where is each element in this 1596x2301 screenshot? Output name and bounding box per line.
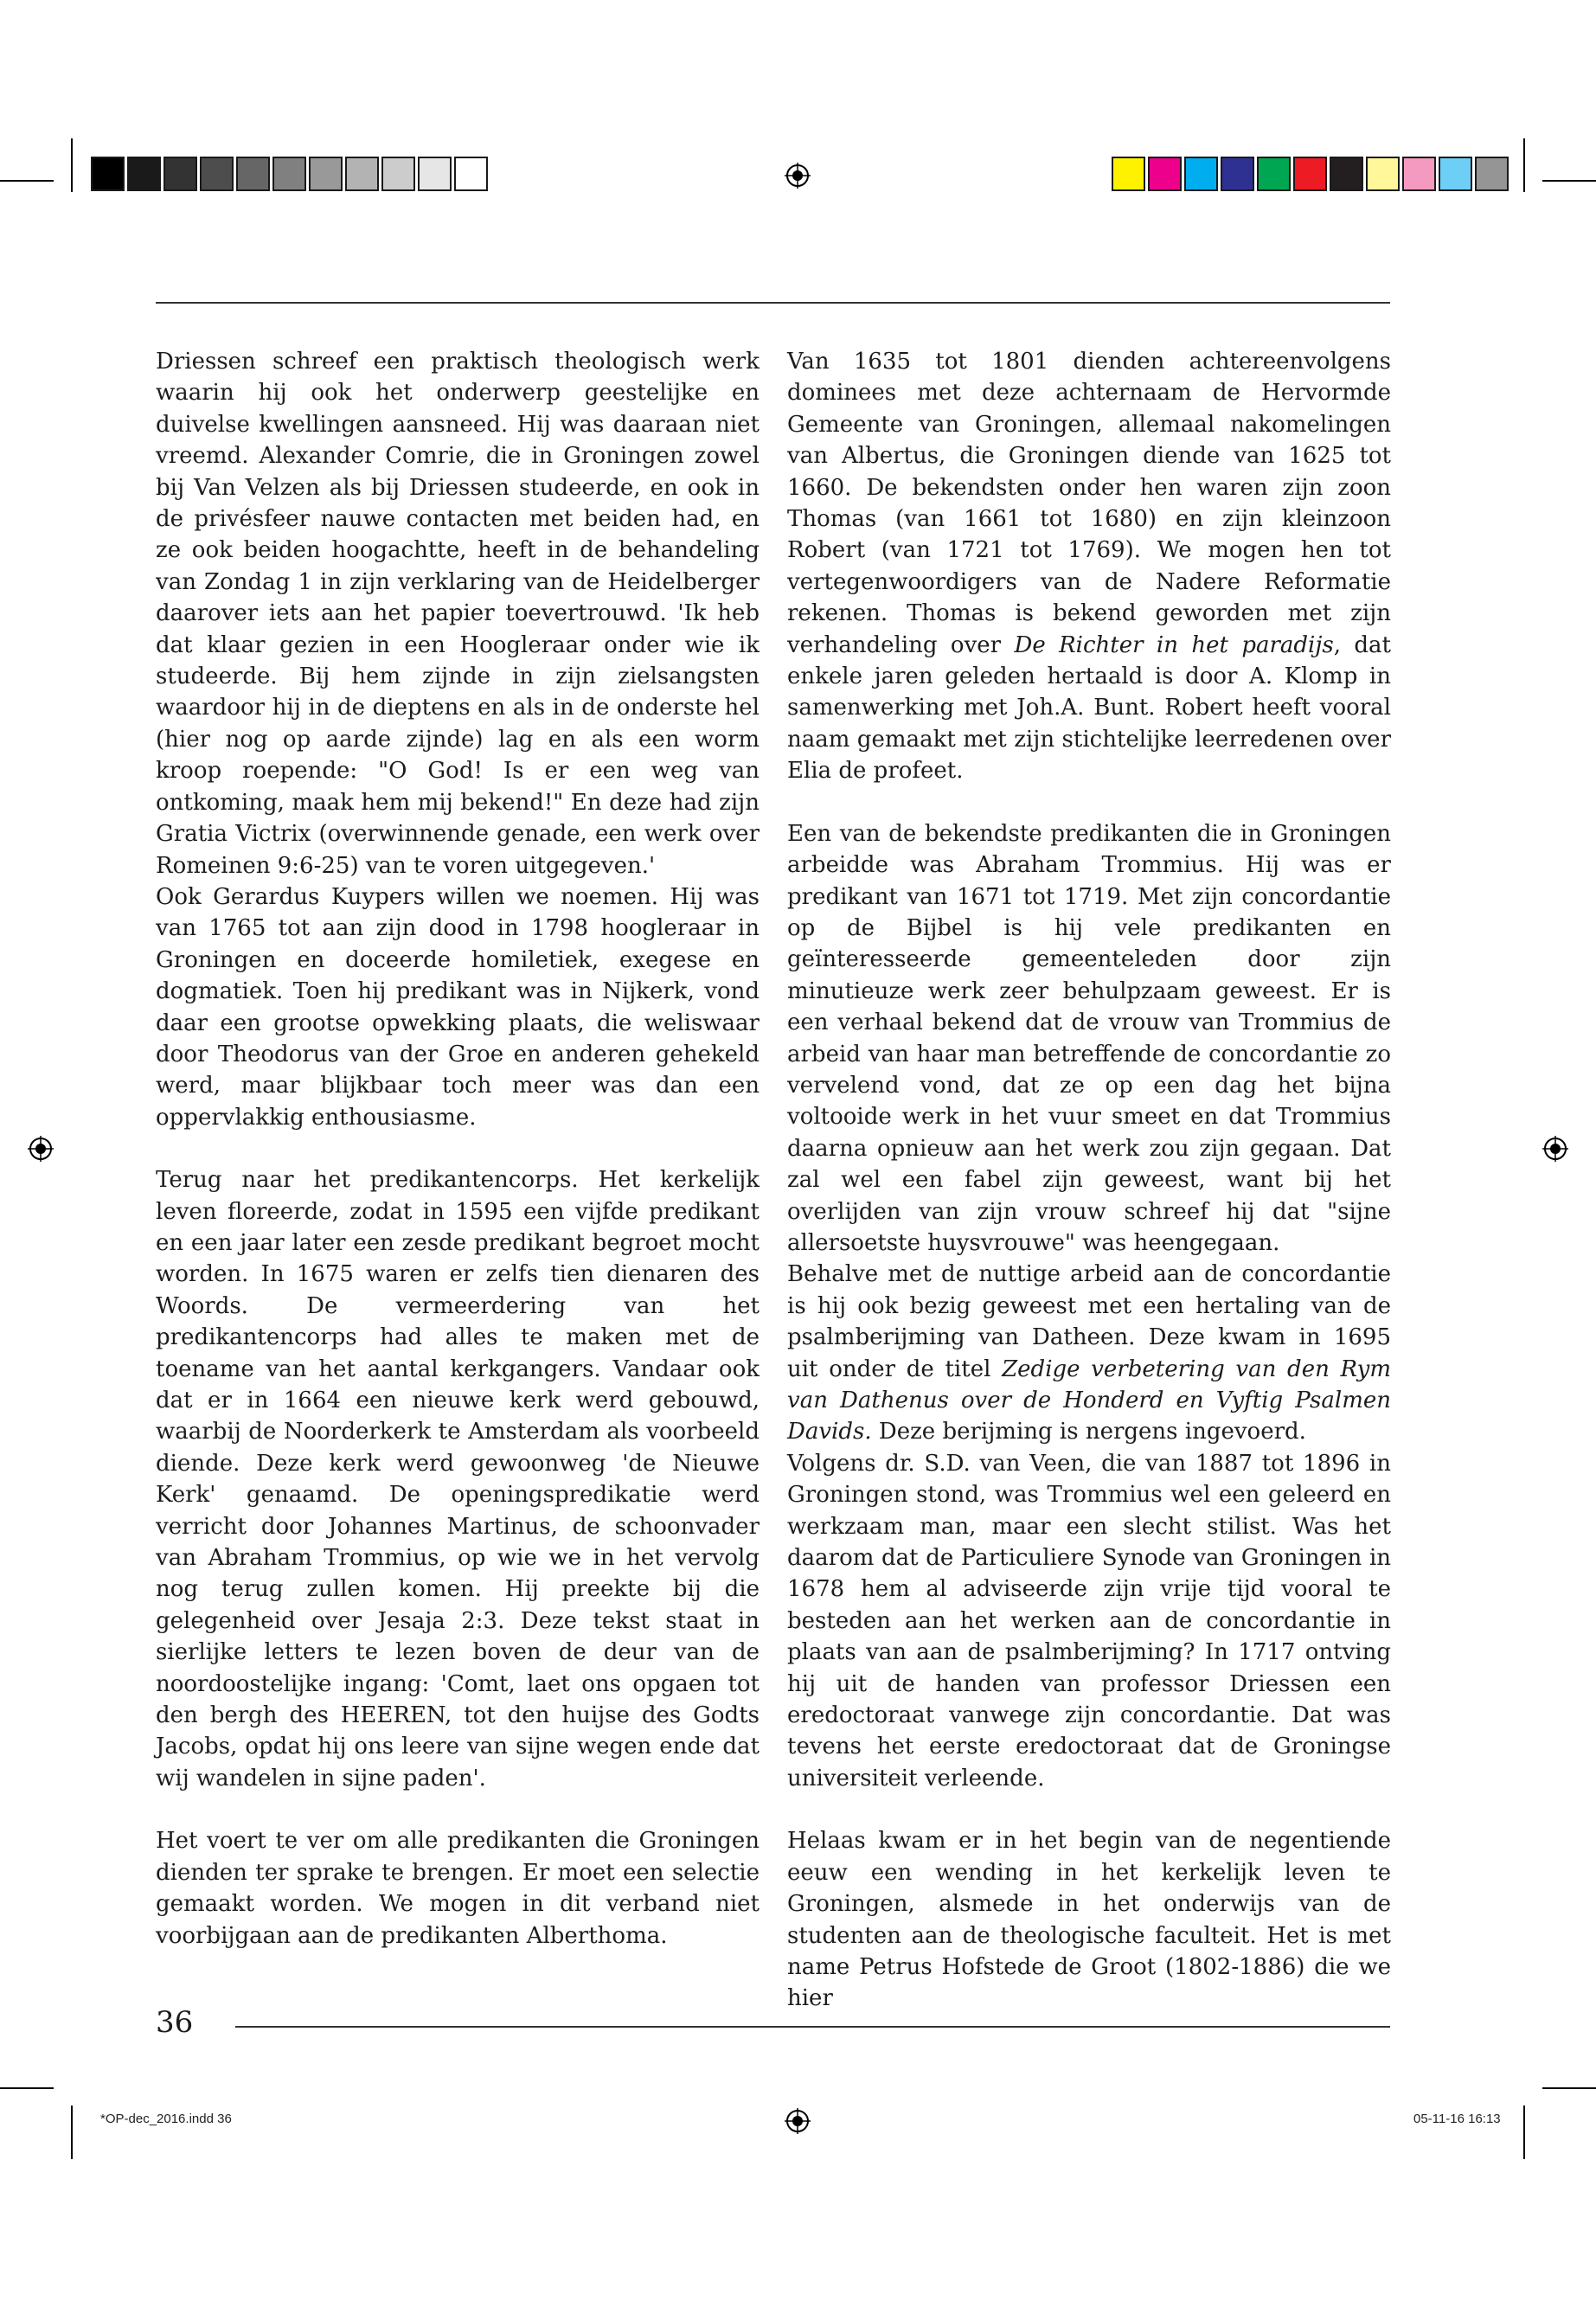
color-swatch (272, 157, 306, 191)
registration-mark-icon (785, 163, 811, 189)
left-column (156, 346, 760, 1952)
color-swatch (1330, 157, 1363, 191)
color-swatch (418, 157, 452, 191)
color-swatch (200, 157, 234, 191)
color-swatch (309, 157, 343, 191)
grayscale-color-bar (91, 157, 490, 195)
paragraph: Ook Gerardus Kuypers willen we noemen. Hij was van 1765 tot aan zijn dood in 1798 hoogleraar in Groningen en doceerde homiletiek, exegese en dogmatiek. Toen hij predikant was in Nijkerk, vond daar een grootse opwekking plaats, die weliswaar door Theodorus van der Groe en anderen gehekeld werd, maar blijkbaar toch meer was dan een oppervlakkig enthousiasme. (156, 883, 760, 1131)
book-title: De Richter in het paradijs (1014, 631, 1334, 658)
color-swatch (1366, 157, 1400, 191)
color-swatch (454, 157, 488, 191)
color-swatch (127, 157, 161, 191)
color-swatch (1257, 157, 1291, 191)
color-swatch (1475, 157, 1509, 191)
color-swatch (381, 157, 415, 191)
registration-mark-icon (28, 1136, 54, 1162)
paragraph: Behalve met de nuttige arbeid aan de concordantie is hij ook bezig geweest met een hertaling van de psalmberijming van Datheen. Deze kwam in 1695 uit onder de titel Zedige verbetering van den Rym van Dathenus over de Honderd en Vyftig Psalmen Davids. Deze berijming is nergens ingevoerd. (787, 1261, 1391, 1445)
right-column (787, 346, 1391, 2015)
registration-mark-icon (1542, 1136, 1568, 1162)
paragraph: Driessen schreef een praktisch theologisch werk waarin hij ook het onderwerp geestelijke en duivelse kwellingen aansneed. Hij was daaraan niet vreemd. Alexander Comrie, die in Groningen zowel bij Van Velzen als bij Driessen studeerde, en ook in de privésfeer nauwe contacten met beiden had, en ze ook beiden hoogachtte, heeft in de behandeling van Zondag 1 in zijn verklaring van de Heidelberger daarover iets aan het papier toevertrouwd. 'Ik heb dat klaar gezien in een Hoogleraar onder wie ik studeerde. Bij hem zijnde in zijn zielsangsten waardoor hij in de dieptens en als in de onderste hel (hier nog op aarde zijnde) lag en als een worm kroop roepende: "O God! Is er een weg van ontkoming, maak hem mij bekend!" En deze had zijn Gratia Victrix (overwinnende genade, een werk over Romeinen 9:6-25) van te voren uitgegeven.' (156, 349, 760, 879)
color-swatch (91, 157, 125, 191)
color-swatch (1439, 157, 1472, 191)
color-swatch (1221, 157, 1254, 191)
color-swatch (1293, 157, 1327, 191)
crop-mark (1542, 180, 1596, 182)
paragraph: Het voert te ver om alle predikanten die Groningen dienden ter sprake te brengen. Er moet een selectie gemaakt worden. We mogen in dit verband niet voorbijgaan aan de predikanten Alberthoma. (156, 1828, 760, 1949)
book-title: Zedige verbetering van den Rym van Dathenus over de Honderd en Vyftig Psalmen Davids. (787, 1356, 1391, 1445)
page-number: 36 (156, 2005, 194, 2040)
slug-filename: *OP-dec_2016.indd 36 (100, 2112, 232, 2126)
color-swatch (1184, 157, 1218, 191)
slug-timestamp: 05-11-16 16:13 (1413, 2112, 1501, 2126)
header-rule (156, 302, 1390, 304)
color-swatch (345, 157, 379, 191)
crop-mark (0, 2087, 54, 2089)
paragraph: Helaas kwam er in het begin van de negentiende eeuw een wending in het kerkelijk leven te Groningen, alsmede in het onderwijs van de studenten aan de theologische faculteit. Het is met name Petrus Hofstede de Groot (1802-1886) die we hier (787, 1828, 1391, 2012)
color-swatch (1402, 157, 1436, 191)
registration-mark-icon (785, 2108, 811, 2134)
color-swatch (1148, 157, 1182, 191)
crop-mark (71, 138, 73, 192)
color-swatch (1112, 157, 1145, 191)
color-swatch (163, 157, 197, 191)
paragraph: Van 1635 tot 1801 dienden achtereenvolgens dominees met deze achternaam de Hervormde Gemeente van Groningen, allemaal nakomelingen van Albertus, die Groningen diende van 1625 tot 1660. De bekendsten onder hen waren zijn zoon Thomas (van 1661 tot 1680) en zijn kleinzoon Robert (van 1721 tot 1769). We mogen hen tot vertegenwoordigers van de Nadere Reformatie rekenen. Thomas is bekend geworden met zijn verhandeling over De Richter in het paradijs, dat enkele jaren geleden hertaald is door A. Klomp in samenwerking met Joh.A. Bunt. Robert heeft vooral naam gemaakt met zijn stichtelijke leerredenen over Elia de profeet. (787, 349, 1392, 785)
paragraph: Een van de bekendste predikanten die in Groningen arbeidde was Abraham Trommius. Hij was er predikant van 1671 tot 1719. Met zijn concordantie op de Bijbel is hij vele predikanten en geïnteresseerde gemeenteleden door zijn minutieuze werk zeer behulpzaam geweest. Er is een verhaal bekend dat de vrouw van Trommius de arbeid van haar man betreffende de concordantie zo vervelend vond, dat ze op een dag het bijna voltooide werk in het vuur smeet en dat Trommius daarna opnieuw aan het werk zou zijn gegaan. Dat zal wel een fabel zijn geweest, want bij het overlijden van zijn vrouw schreef hij dat "sijne allersoetste huysvrouwe" was heengegaan. (787, 820, 1391, 1256)
crop-mark (1542, 2087, 1596, 2089)
footer-rule (235, 2026, 1390, 2028)
paragraph: Volgens dr. S.D. van Veen, die van 1887 tot 1896 in Groningen stond, was Trommius wel een geleerd en werkzaam man, maar een slecht stilist. Was het daarom dat de Particuliere Synode van Groningen in 1678 hem al adviseerde zijn vrije tijd vooral te besteden aan het werken aan de concordantie in plaats van aan de psalmberijming? In 1717 ontving hij uit de handen van professor Driessen een eredoctoraat vanwege zijn concordantie. Dat was tevens het eerste eredoctoraat dat de Groningse universiteit verleende. (787, 1450, 1391, 1791)
process-color-bar (1112, 157, 1511, 195)
crop-mark (1523, 138, 1525, 192)
crop-mark (71, 2106, 73, 2159)
crop-mark (1523, 2106, 1525, 2159)
crop-mark (0, 180, 54, 182)
color-swatch (236, 157, 270, 191)
paragraph: Terug naar het predikantencorps. Het kerkelijk leven floreerde, zodat in 1595 een vijfde predikant en een jaar later een zesde predikant begroet mocht worden. In 1675 waren er zelfs tien dienaren des Woords. De vermeerdering van het predikantencorps had alles te maken met de toename van het aantal kerkgangers. Vandaar ook dat er in 1664 een nieuwe kerk werd gebouwd, waarbij de Noorderkerk te Amsterdam als voorbeeld diende. Deze kerk werd gewoonweg 'de Nieuwe Kerk' genaamd. De openingspredikatie werd verricht door Johannes Martinus, de schoonvader van Abraham Trommius, op wie we in het vervolg nog terug zullen komen. Hij preekte bij die gelegenheid over Jesaja 2:3. Deze tekst staat in sierlijke letters te lezen boven de deur van de noordoostelijke ingang: 'Comt, laet ons opgaen tot den bergh des HEEREN, tot den huijse des Godts Jacobs, opdat hij ons leere van sijne wegen ende dat wij wandelen in sijne paden'. (156, 1167, 760, 1791)
